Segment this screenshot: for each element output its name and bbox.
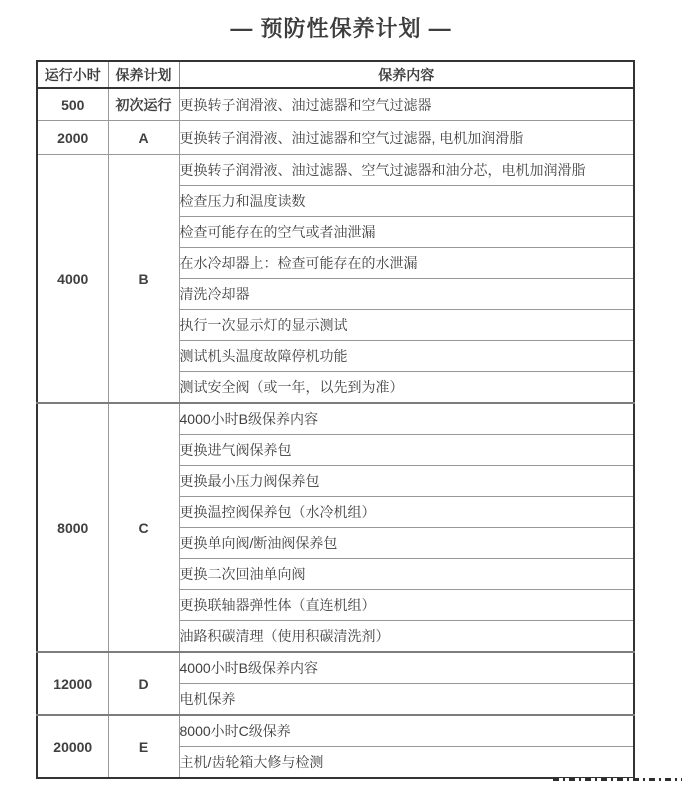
maintenance-schedule-table xyxy=(36,60,635,779)
content-cell: 检查可能存在的空气或者油泄漏 xyxy=(179,217,634,248)
content-cell: 4000小时B级保养内容 xyxy=(179,652,634,684)
table-row xyxy=(37,403,634,435)
hours-cell: 4000 xyxy=(37,155,108,404)
content-cell: 测试安全阀（或一年，以先到为准） xyxy=(179,372,634,404)
content-cell: 主机/齿轮箱大修与检测 xyxy=(179,747,634,779)
table-row xyxy=(37,121,634,155)
content-cell: 更换转子润滑液、油过滤器、空气过滤器和油分芯，电机加润滑脂 xyxy=(179,155,634,186)
bottom-dash-artifact xyxy=(553,778,682,781)
hours-cell: 12000 xyxy=(37,652,108,715)
page-title: — 预防性保养计划 — xyxy=(230,16,452,41)
header-plan: 保养计划 xyxy=(108,61,179,88)
plan-cell: 初次运行 xyxy=(108,88,179,121)
content-cell: 更换转子润滑液、油过滤器和空气过滤器, 电机加润滑脂 xyxy=(179,121,634,155)
table-row xyxy=(37,652,634,684)
hours-cell: 20000 xyxy=(37,715,108,778)
table-row xyxy=(37,88,634,121)
hours-cell: 8000 xyxy=(37,403,108,652)
table-header-row xyxy=(37,61,634,88)
content-cell: 更换温控阀保养包（水冷机组） xyxy=(179,497,634,528)
table-row xyxy=(37,715,634,747)
hours-cell: 500 xyxy=(37,88,108,121)
plan-cell: B xyxy=(108,155,179,404)
content-cell: 测试机头温度故障停机功能 xyxy=(179,341,634,372)
content-cell: 检查压力和温度读数 xyxy=(179,186,634,217)
content-cell: 在水冷却器上：检查可能存在的水泄漏 xyxy=(179,248,634,279)
content-cell: 清洗冷却器 xyxy=(179,279,634,310)
plan-cell: D xyxy=(108,652,179,715)
header-hours: 运行小时 xyxy=(37,61,108,88)
content-cell: 4000小时B级保养内容 xyxy=(179,403,634,435)
plan-cell: C xyxy=(108,403,179,652)
content-cell: 更换最小压力阀保养包 xyxy=(179,466,634,497)
table-row xyxy=(37,155,634,186)
table-container xyxy=(36,60,635,779)
content-cell: 更换单向阀/断油阀保养包 xyxy=(179,528,634,559)
content-cell: 更换转子润滑液、油过滤器和空气过滤器 xyxy=(179,88,634,121)
hours-cell: 2000 xyxy=(37,121,108,155)
content-cell: 更换进气阀保养包 xyxy=(179,435,634,466)
content-cell: 8000小时C级保养 xyxy=(179,715,634,747)
plan-cell: E xyxy=(108,715,179,778)
plan-cell: A xyxy=(108,121,179,155)
content-cell: 更换联轴器弹性体（直连机组） xyxy=(179,590,634,621)
content-cell: 更换二次回油单向阀 xyxy=(179,559,634,590)
content-cell: 电机保养 xyxy=(179,684,634,716)
header-content: 保养内容 xyxy=(179,61,634,88)
content-cell: 执行一次显示灯的显示测试 xyxy=(179,310,634,341)
content-cell: 油路积碳清理（使用积碳清洗剂） xyxy=(179,621,634,653)
